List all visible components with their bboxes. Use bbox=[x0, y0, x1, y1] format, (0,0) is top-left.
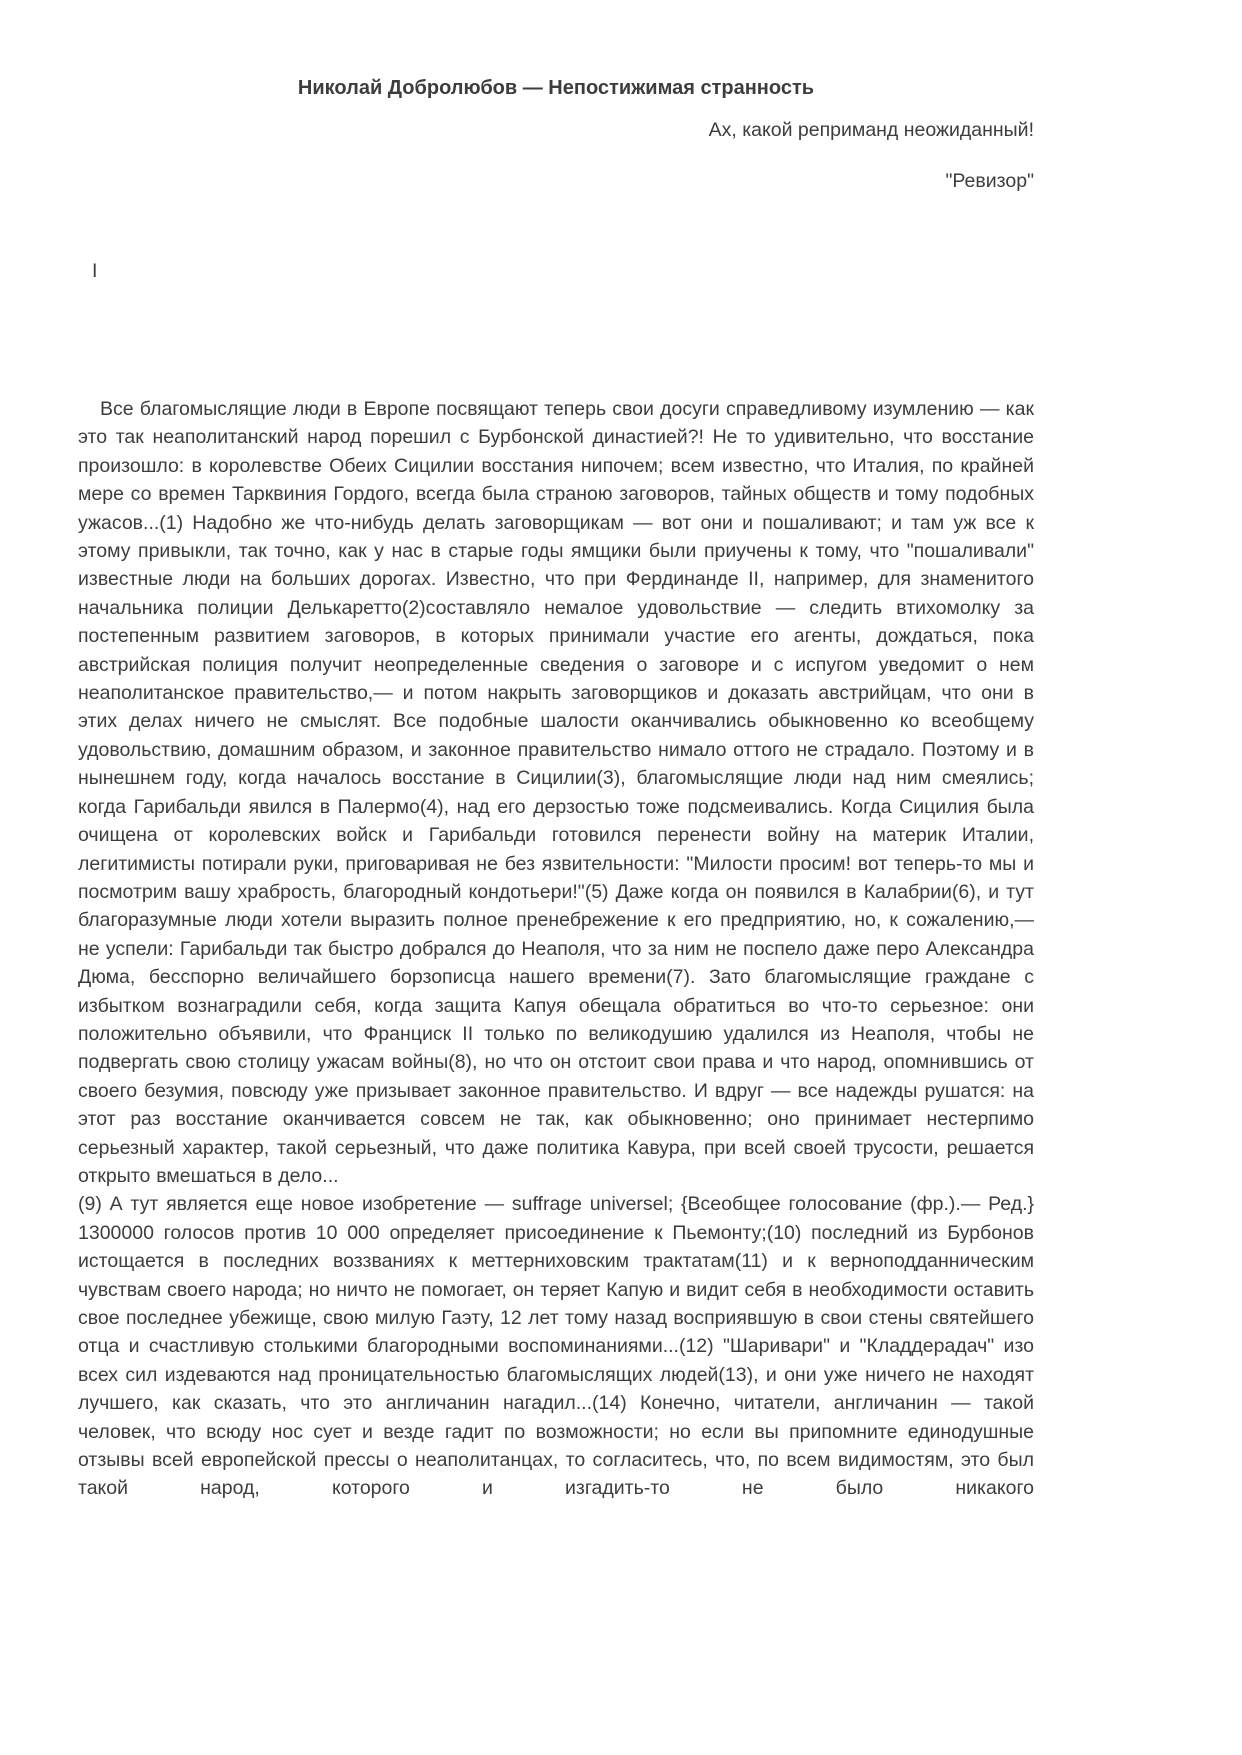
paragraph-1: Все благомыслящие люди в Европе посвящают теперь свои досуги справедливому изумлению — как это так неаполитанский народ порешил с Бурбонской династией?! Не то удивительно, что восстание произошло: в королевстве Обеих Сицилии восстания нипочем; всем известно, что Италия, по крайней мере со времен Тарквиния Гордого, всегда была страною заговоров, тайных обществ и тому подобных ужасов...(1) Надобно же что-нибудь делать заговорщикам — вот они и пошаливают; и там уж все к этому привыкли, так точно, как у нас в старые годы ямщики были приучены к тому, что "пошаливали" известные люди на больших дорогах. Известно, что при Фердинанде II, например, для знаменитого начальника полиции Делькаретто(2)составляло немалое удовольствие — следить втихомолку за постепенным развитием заговоров, в которых принимали участие его агенты, дождаться, пока австрийская полиция получит неопределенные сведения о заговоре и с испугом уведомит о нем неаполитанское правительство,— и потом накрыть заговорщиков и доказать австрийцам, что они в этих делах ничего не смыслят. Все подобные шалости оканчивались обыкновенно ко всеобщему удовольствию, домашним образом, и законное правительство нимало оттого не страдало. Поэтому и в нынешнем году, когда началось восстание в Сицилии(3), благомыслящие люди над ним смеялись; когда Гарибальди явился в Палермо(4), над его дерзостью тоже подсмеивались. Когда Сицилия была очищена от королевских войск и Гарибальди готовился перенести войну на материк Италии, легитимисты потирали руки, приговаривая не без язвительности: "Милости просим! вот теперь-то мы и посмотрим вашу храбрость, благородный кондотьери!"(5) Даже когда он появился в Калабрии(6), и тут благоразумные люди хотели выразить полное пренебрежение к его предприятию, но, к сожалению,— не успели: Гарибальди так быстро добрался до Неаполя, что за ним не поспело даже перо Александра Дюма, бесспорно величайшего борзописца нашего времени(7). Зато благомыслящие граждане с избытком вознаградили себя, когда защита Капуя обещала обратиться во что-то серьезное: они положительно объявили, что Франциск II только по великодушию удалился из Неаполя, чтобы не подвергать свою столицу ужасам войны(8), но что он отстоит свои права и что народ, опомнившись от своего безумия, повсюду уже призывает законное правительство. И вдруг — все надежды рушатся: на этот раз восстание оканчивается совсем не так, как обыкновенно; оно принимает нестерпимо серьезный характер, такой серьезный, что даже политика Кавура, при всей своей трусости, решается открыто вмешаться в дело... bbox=[78, 398, 1034, 1187]
document-body bbox=[78, 395, 1034, 1503]
section-number: I bbox=[92, 260, 98, 282]
epigraph-line-2: "Ревизор" bbox=[945, 170, 1034, 192]
paragraph-2: (9) А тут является еще новое изобретение — suffrage universel; {Всеобщее голосование (фр.).— Ред.} 1300000 голосов против 10 000 определяет присоединение к Пьемонту;(10) последний из Бурбонов истощается в последних воззваниях к меттерниховским трактатам(11) и к верноподданническим чувствам своего народа; но ничто не помогает, он теряет Капую и видит себя в необходимости оставить свое последнее убежище, свою милую Гаэту, 12 лет тому назад восприявшую в свои стены святейшего отца и счастливую столькими благородными воспоминаниями...(12) "Шаривари" и "Кладдерадач" изо всех сил издеваются над проницательностью благомыслящих людей(13), и они уже ничего не находят лучшего, как сказать, что это англичанин нагадил...(14) Конечно, читатели, англичанин — такой человек, что всюду нос сует и везде гадит по возможности; но если вы припомните единодушные отзывы всей европейской прессы о неаполитанцах, то согласитесь, что, по всем видимостям, это был такой народ, которого и изгадить-то не было никакого bbox=[78, 1193, 1034, 1500]
document-title: Николай Добролюбов — Непостижимая странность bbox=[297, 77, 815, 99]
epigraph-line-1: Ах, какой реприманд неожиданный! bbox=[708, 119, 1034, 141]
